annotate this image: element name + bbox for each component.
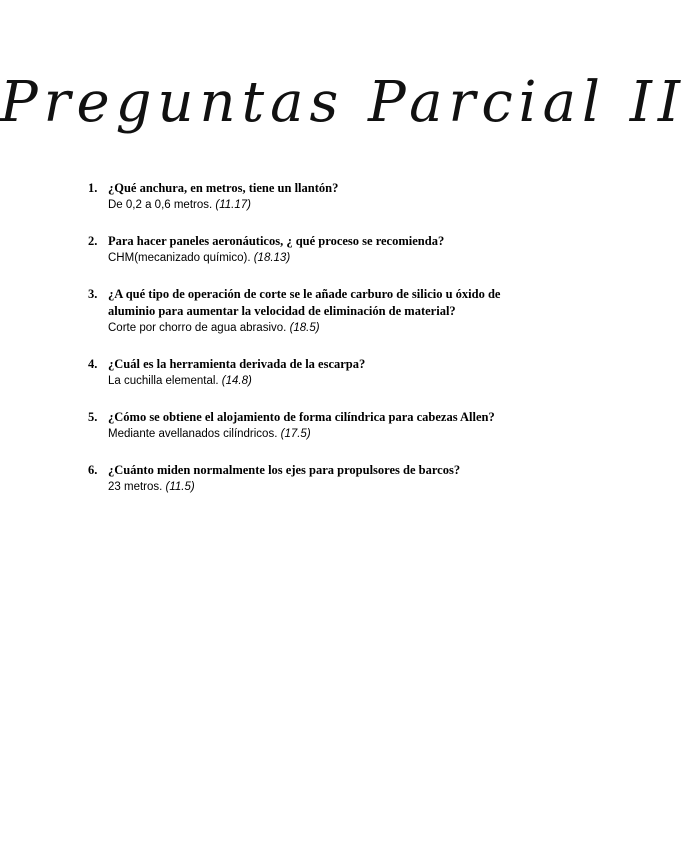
answer-text: Corte por chorro de agua abrasivo. bbox=[108, 322, 287, 334]
answer-text: Mediante avellanados cilíndricos. bbox=[108, 428, 278, 440]
question-body bbox=[108, 356, 508, 390]
question-number: 6. bbox=[88, 463, 98, 477]
question-text: ¿Cómo se obtiene el alojamiento de forma cilíndrica para cabezas Allen? bbox=[108, 410, 495, 424]
question-list bbox=[88, 180, 508, 515]
answer-line bbox=[108, 197, 508, 214]
question-number: 4. bbox=[88, 357, 98, 371]
question-number: 2. bbox=[88, 234, 98, 248]
answer-reference: (18.13) bbox=[253, 252, 291, 264]
answer-text: De 0,2 a 0,6 metros. bbox=[108, 199, 213, 211]
question-text: Para hacer paneles aeronáuticos, ¿ qué proceso se recomienda? bbox=[108, 234, 445, 248]
question-item-2 bbox=[88, 233, 508, 267]
answer-reference: (11.5) bbox=[165, 481, 195, 493]
question-text: ¿Qué anchura, en metros, tiene un llantón? bbox=[108, 181, 339, 195]
answer-line bbox=[108, 320, 508, 337]
question-body bbox=[108, 286, 508, 337]
answer-line bbox=[108, 250, 508, 267]
question-item-5 bbox=[88, 409, 508, 443]
question-body bbox=[108, 409, 508, 443]
answer-text: CHM(mecanizado químico). bbox=[108, 252, 251, 264]
question-body bbox=[108, 180, 508, 214]
question-body bbox=[108, 462, 508, 496]
page-title: Preguntas Parcial II bbox=[0, 70, 686, 135]
question-item-3 bbox=[88, 286, 508, 337]
answer-reference: (18.5) bbox=[289, 322, 320, 334]
question-text: ¿A qué tipo de operación de corte se le añade carburo de silicio u óxido de aluminio para aumentar la velocidad de eliminación de material? bbox=[108, 287, 501, 318]
answer-reference: (17.5) bbox=[280, 428, 311, 440]
question-text: ¿Cuál es la herramienta derivada de la escarpa? bbox=[108, 357, 366, 371]
question-number: 1. bbox=[88, 181, 98, 195]
answer-line bbox=[108, 479, 508, 496]
question-number: 5. bbox=[88, 410, 98, 424]
answer-line bbox=[108, 373, 508, 390]
answer-reference: (11.17) bbox=[215, 199, 251, 211]
question-item-1 bbox=[88, 180, 508, 214]
answer-text: 23 metros. bbox=[108, 481, 166, 493]
question-text: ¿Cuánto miden normalmente los ejes para propulsores de barcos? bbox=[108, 463, 461, 477]
question-item-6 bbox=[88, 462, 508, 496]
question-item-4 bbox=[88, 356, 508, 390]
answer-text: La cuchilla elemental. bbox=[108, 375, 219, 387]
answer-line bbox=[108, 426, 508, 443]
answer-reference: (14.8) bbox=[221, 375, 252, 387]
question-body bbox=[108, 233, 508, 267]
question-number: 3. bbox=[88, 287, 98, 301]
